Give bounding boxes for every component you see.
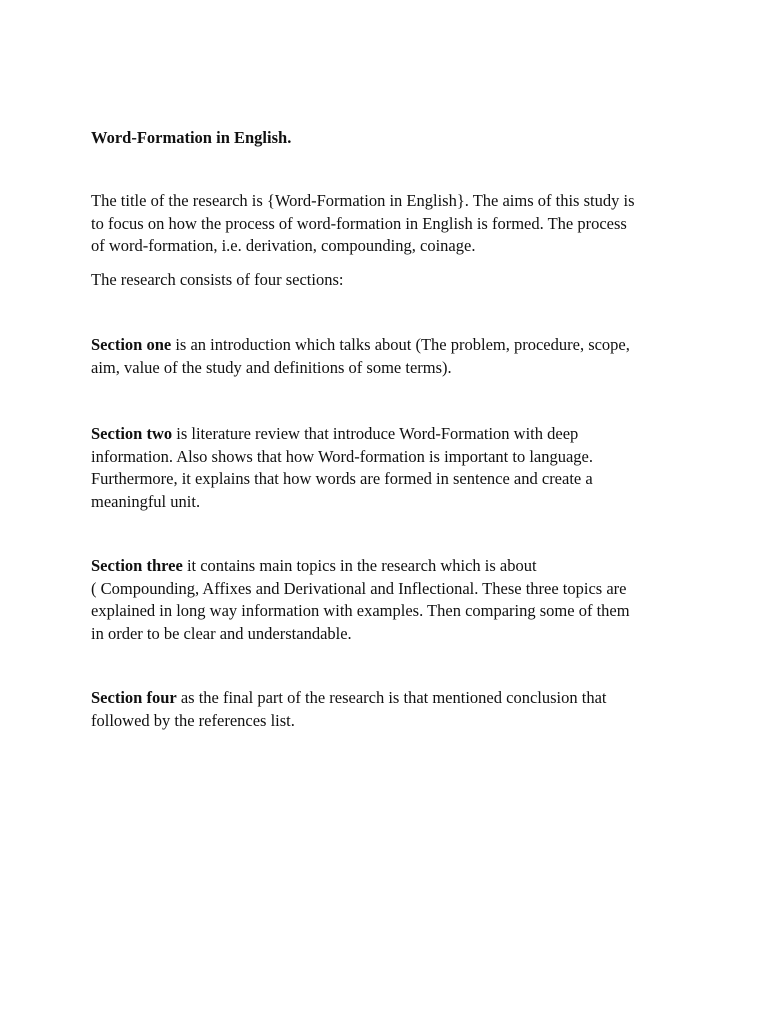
section-one-label: Section one	[91, 335, 172, 354]
section-four-paragraph	[91, 687, 681, 732]
section-three-first-line	[91, 555, 681, 578]
section-two-line: information. Also shows that how Word-formation is important to language.	[91, 446, 594, 466]
section-three-label: Section three	[91, 556, 183, 575]
section-three-paragraph	[91, 555, 681, 645]
section-one-first-line	[91, 334, 681, 357]
section-two-text: is literature review that introduce Word-Formation with deep	[172, 424, 579, 443]
section-two-line: Furthermore, it explains that how words are formed in sentence and create a	[91, 469, 593, 488]
section-four-first-line	[91, 687, 681, 710]
section-three-line: in order to be clear and understandable.	[91, 623, 352, 643]
section-one-line: aim, value of the study and definitions of some terms).	[91, 357, 452, 377]
intro-line: of word-formation, i.e. derivation, compounding, coinage.	[91, 236, 476, 255]
section-two-paragraph	[91, 423, 681, 513]
section-four-line: followed by the references list.	[91, 710, 295, 730]
sections-intro-paragraph	[91, 269, 681, 292]
intro-paragraph	[91, 190, 681, 258]
section-two-line: meaningful unit.	[91, 491, 201, 511]
section-two-first-line	[91, 423, 681, 446]
section-four-label: Section four	[91, 688, 177, 707]
intro-line: to focus on how the process of word-formation in English is formed. The process	[91, 213, 627, 233]
sections-intro-line: The research consists of four sections:	[91, 270, 344, 289]
intro-line: The title of the research is {Word-Formation in English}. The aims of this study is	[91, 191, 635, 210]
document-title: Word-Formation in English.	[91, 128, 292, 147]
section-three-line: explained in long way information with examples. Then comparing some of them	[91, 601, 630, 620]
section-one-paragraph	[91, 334, 681, 379]
section-four-text: as the final part of the research is that mentioned conclusion that	[176, 688, 607, 707]
section-two-label: Section two	[91, 424, 173, 443]
section-three-text: it contains main topics in the research which is about	[182, 556, 537, 575]
section-one-text: is an introduction which talks about (The problem, procedure, scope,	[171, 335, 630, 354]
section-three-line: ( Compounding, Affixes and Derivational and Inflectional. These three topics are	[91, 578, 627, 598]
